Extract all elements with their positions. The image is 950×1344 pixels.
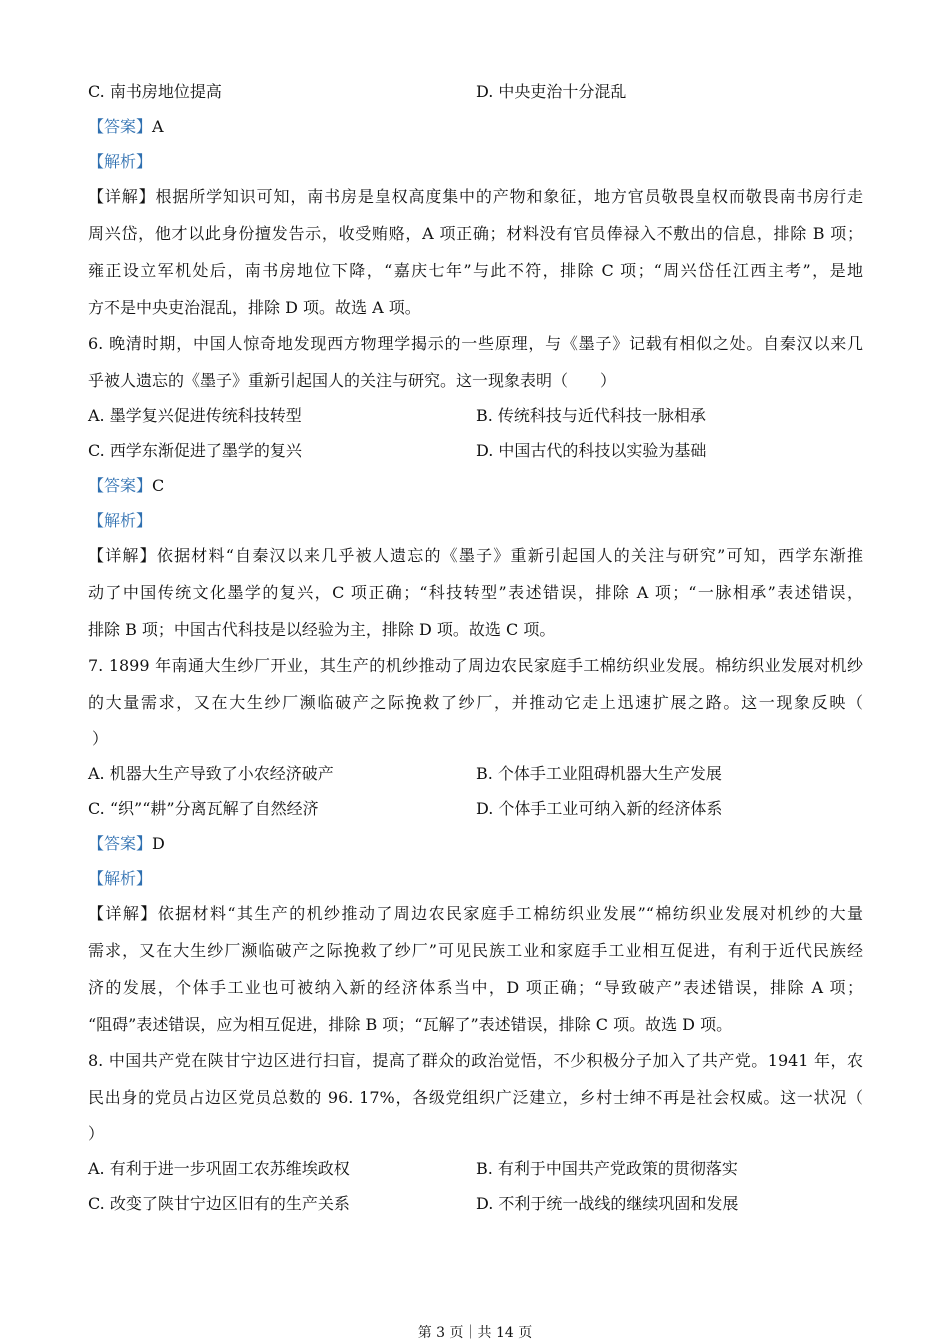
- q8-option-a: A. 有利于进一步巩固工农苏维埃政权: [88, 1159, 350, 1178]
- q5-analysis-tag: [88, 152, 863, 172]
- detail-tag: 【详解】: [88, 187, 156, 206]
- analysis-tag: 【解析】: [88, 152, 153, 171]
- detail-text: 根据所学知识可知，南书房是皇权高度集中的产物和象征，地方官员敬畏皇权而敬畏南书房行走: [155, 187, 863, 206]
- answer-tag: 【答案】: [88, 834, 153, 853]
- q8-stem-line-2: 民出身的党员占边区党员总数的 96. 17%，各级党组织广泛建立，乡村士绅不再是社会权威。这一状况（: [88, 1088, 863, 1107]
- detail-text: 依据材料“自秦汉以来几乎被人遗忘的《墨子》重新引起国人的关注与研究”可知，西学东渐推: [156, 546, 863, 565]
- q8-stem-line-1: 8. 中国共产党在陕甘宁边区进行扫盲，提高了群众的政治觉悟，不少积极分子加入了共产党。1941 年，农: [88, 1051, 863, 1070]
- q5-answer: [88, 117, 863, 137]
- q7-stem-line-1: 7. 1899 年南通大生纱厂开业，其生产的机纱推动了周边农民家庭手工棉纺织业发展。棉纺织业发展对机纱: [88, 656, 863, 675]
- q6-detail-line-1: [88, 546, 863, 566]
- q5-detail-line-3: 雍正设立军机处后，南书房地位下降，“嘉庆七年”与此不符，排除 C 项；“周兴岱任江西主考”，是地: [88, 261, 863, 280]
- q6-option-c: C. 西学东渐促进了墨学的复兴: [88, 441, 302, 460]
- analysis-tag: 【解析】: [88, 511, 153, 530]
- detail-tag: 【详解】: [88, 904, 158, 923]
- q6-detail-line-2: 动了中国传统文化墨学的复兴，C 项正确；“科技转型”表述错误，排除 A 项；“一脉相承”表述错误，: [88, 583, 863, 602]
- q7-detail-line-2: 需求，又在大生纱厂濒临破产之际挽救了纱厂”可见民族工业和家庭手工业相互促进，有利于近代民族经: [88, 941, 863, 960]
- q8-stem-line-3: ）: [88, 1124, 105, 1143]
- q6-stem-line-2: 乎被人遗忘的《墨子》重新引起国人的关注与研究。这一现象表明（ ）: [88, 371, 617, 390]
- q5-option-d: D. 中央吏治十分混乱: [476, 82, 627, 101]
- q7-option-b: B. 个体手工业阻碍机器大生产发展: [476, 764, 722, 783]
- q6-stem-line-1: 6. 晚清时期，中国人惊奇地发现西方物理学揭示的一些原理，与《墨子》记载有相似之处。自秦汉以来几: [88, 334, 863, 353]
- q7-analysis-tag: [88, 869, 863, 889]
- q6-option-d: D. 中国古代的科技以实验为基础: [476, 441, 707, 460]
- q7-option-d: D. 个体手工业可纳入新的经济体系: [476, 799, 723, 818]
- answer-tag: 【答案】: [88, 476, 153, 495]
- q7-option-c: C. “织”“耕”分离瓦解了自然经济: [88, 799, 319, 818]
- q7-detail-line-4: “阻碍”表述错误，应为相互促进，排除 B 项；“瓦解了”表述错误，排除 C 项。故选 D 项。: [88, 1015, 733, 1034]
- q7-option-a: A. 机器大生产导致了小农经济破产: [88, 764, 334, 783]
- q6-option-a: A. 墨学复兴促进传统科技转型: [88, 406, 302, 425]
- q8-option-d: D. 不利于统一战线的继续巩固和发展: [476, 1194, 739, 1213]
- q5-option-c: C. 南书房地位提高: [88, 82, 222, 101]
- answer-value: A: [152, 117, 164, 136]
- q6-analysis-tag: [88, 511, 863, 531]
- q6-answer: [88, 476, 863, 496]
- q5-detail-line-1: [88, 187, 863, 207]
- page-footer: 第 3 页｜共 14 页: [417, 1325, 533, 1341]
- q7-stem-line-3: ）: [92, 729, 109, 748]
- q7-detail-line-1: [88, 904, 863, 924]
- answer-value: C: [152, 476, 165, 495]
- answer-value: D: [152, 834, 165, 853]
- q7-detail-line-3: 济的发展，个体手工业也可被纳入新的经济体系当中，D 项正确；“导致破产”表述错误，排除 A 项；: [88, 978, 863, 997]
- analysis-tag: 【解析】: [88, 869, 153, 888]
- q8-option-b: B. 有利于中国共产党政策的贯彻落实: [476, 1159, 738, 1178]
- q7-answer: [88, 834, 863, 854]
- q8-option-c: C. 改变了陕甘宁边区旧有的生产关系: [88, 1194, 350, 1213]
- answer-tag: 【答案】: [88, 117, 153, 136]
- q5-detail-line-2: 周兴岱，他才以此身份擅发告示，收受贿赂，A 项正确；材料没有官员俸禄入不敷出的信息，排除 B 项；: [88, 224, 863, 243]
- q7-stem-line-2: 的大量需求，又在大生纱厂濒临破产之际挽救了纱厂，并推动它走上迅速扩展之路。这一现象反映（: [88, 693, 863, 712]
- q5-detail-line-4: 方不是中央吏治混乱，排除 D 项。故选 A 项。: [88, 298, 421, 317]
- q6-detail-line-3: 排除 B 项；中国古代科技是以经验为主，排除 D 项。故选 C 项。: [88, 620, 556, 639]
- detail-text: 依据材料“其生产的机纱推动了周边农民家庭手工棉纺织业发展”“棉纺织业发展对机纱的大量: [157, 904, 863, 923]
- q6-option-b: B. 传统科技与近代科技一脉相承: [476, 406, 706, 425]
- detail-tag: 【详解】: [88, 546, 157, 565]
